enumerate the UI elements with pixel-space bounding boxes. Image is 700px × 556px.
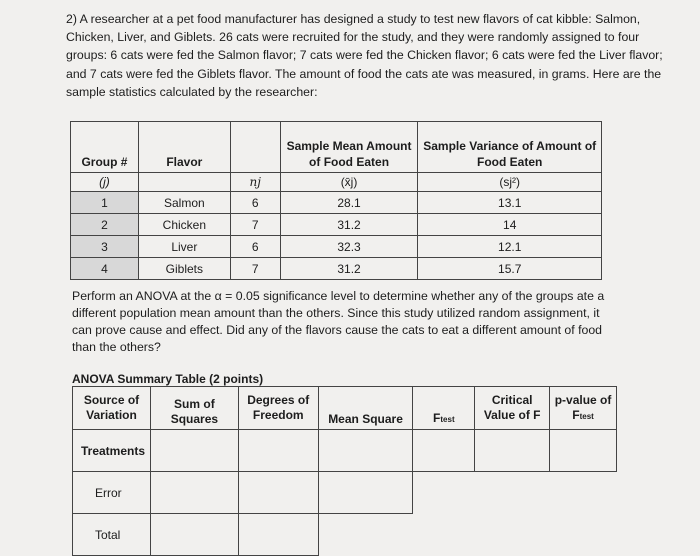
pvalue-sub: test (579, 411, 594, 421)
critical-header: Critical Value of F (475, 387, 550, 430)
n-header (230, 122, 280, 173)
variance-header: Sample Variance of Amount of Food Eaten (418, 122, 602, 173)
ftest-header (413, 387, 475, 430)
treatments-ss-cell[interactable] (150, 430, 238, 472)
ms-header-label: Mean Square (328, 412, 403, 426)
table-row (71, 192, 602, 214)
n-cell: 7 (230, 214, 280, 236)
pvalue-cell[interactable] (550, 430, 617, 472)
mean-cell: 28.1 (280, 192, 418, 214)
flavor-symbol (138, 173, 230, 192)
ftest-cell[interactable] (413, 430, 475, 472)
n-cell: 7 (230, 258, 280, 280)
group-cell: 1 (71, 192, 139, 214)
group-symbol: (j) (71, 173, 139, 192)
group-cell: 3 (71, 236, 139, 258)
error-label: Error (73, 472, 151, 514)
variance-cell: 15.7 (418, 258, 602, 280)
problem-statement: 2) A researcher at a pet food manufacturer has designed a study to test new flavors of cat kibble: Salmon, Chicken, Liver, and Giblets. 26 cats were recruited for the study, and they were randomly assigned to four groups: 6 cats were fed the Salmon flavor; 7 cats were fed the Chicken flavor; 6 cats were fed the Liver flavor; and 7 cats were fed the Giblets flavor. The amount of food the cats ate was measured, in grams. Here are the sample statistics calculated by the researcher: (66, 12, 663, 99)
group-header: Group # (71, 122, 139, 173)
group-cell: 4 (71, 258, 139, 280)
variance-cell: 14 (418, 214, 602, 236)
table-row (71, 214, 602, 236)
mean-cell: 32.3 (280, 236, 418, 258)
ms-header (318, 387, 413, 430)
error-ss-cell[interactable] (150, 472, 238, 514)
source-header: Source of Variation (73, 387, 151, 430)
error-ms-cell[interactable] (318, 472, 413, 514)
treatments-ms-cell[interactable] (318, 430, 413, 472)
total-df-cell[interactable] (238, 514, 318, 556)
anova-instructions: Perform an ANOVA at the α = 0.05 significance level to determine whether any of the groups ate a different population mean amount than the others. Since this study utilized random assignment, it can prove cause and effect. Did any of the flavors cause the cats to eat a different amount of food than the others? (72, 289, 605, 354)
variance-cell: 13.1 (418, 192, 602, 214)
n-symbol: nj (230, 173, 280, 192)
mean-header: Sample Mean Amount of Food Eaten (280, 122, 418, 173)
n-cell: 6 (230, 192, 280, 214)
ss-header: Sum of Squares (150, 387, 238, 430)
flavor-header: Flavor (138, 122, 230, 173)
sample-statistics-table (70, 121, 602, 280)
anova-title: ANOVA Summary Table (2 points) (72, 372, 264, 386)
ftest-sub: test (440, 415, 455, 424)
total-row (73, 514, 617, 556)
mean-cell: 31.2 (280, 258, 418, 280)
error-row (73, 472, 617, 514)
treatments-df-cell[interactable] (238, 430, 318, 472)
group-cell: 2 (71, 214, 139, 236)
table-row (71, 258, 602, 280)
flavor-cell: Giblets (138, 258, 230, 280)
flavor-cell: Liver (138, 236, 230, 258)
pvalue-header (550, 387, 617, 430)
critical-cell[interactable] (475, 430, 550, 472)
variance-symbol: (sj²) (418, 173, 602, 192)
anova-summary-table (72, 386, 617, 556)
df-header: Degrees of Freedom (238, 387, 318, 430)
n-cell: 6 (230, 236, 280, 258)
ftest-label: F (433, 411, 441, 425)
treatments-label: Treatments (73, 430, 151, 472)
table-row (71, 236, 602, 258)
flavor-cell: Chicken (138, 214, 230, 236)
treatments-row (73, 430, 617, 472)
total-label: Total (73, 514, 151, 556)
error-df-cell[interactable] (238, 472, 318, 514)
mean-cell: 31.2 (280, 214, 418, 236)
flavor-cell: Salmon (138, 192, 230, 214)
total-ss-cell[interactable] (150, 514, 238, 556)
variance-cell: 12.1 (418, 236, 602, 258)
mean-symbol: (x̄j) (280, 173, 418, 192)
pvalue-label: p-value of F (554, 392, 612, 422)
